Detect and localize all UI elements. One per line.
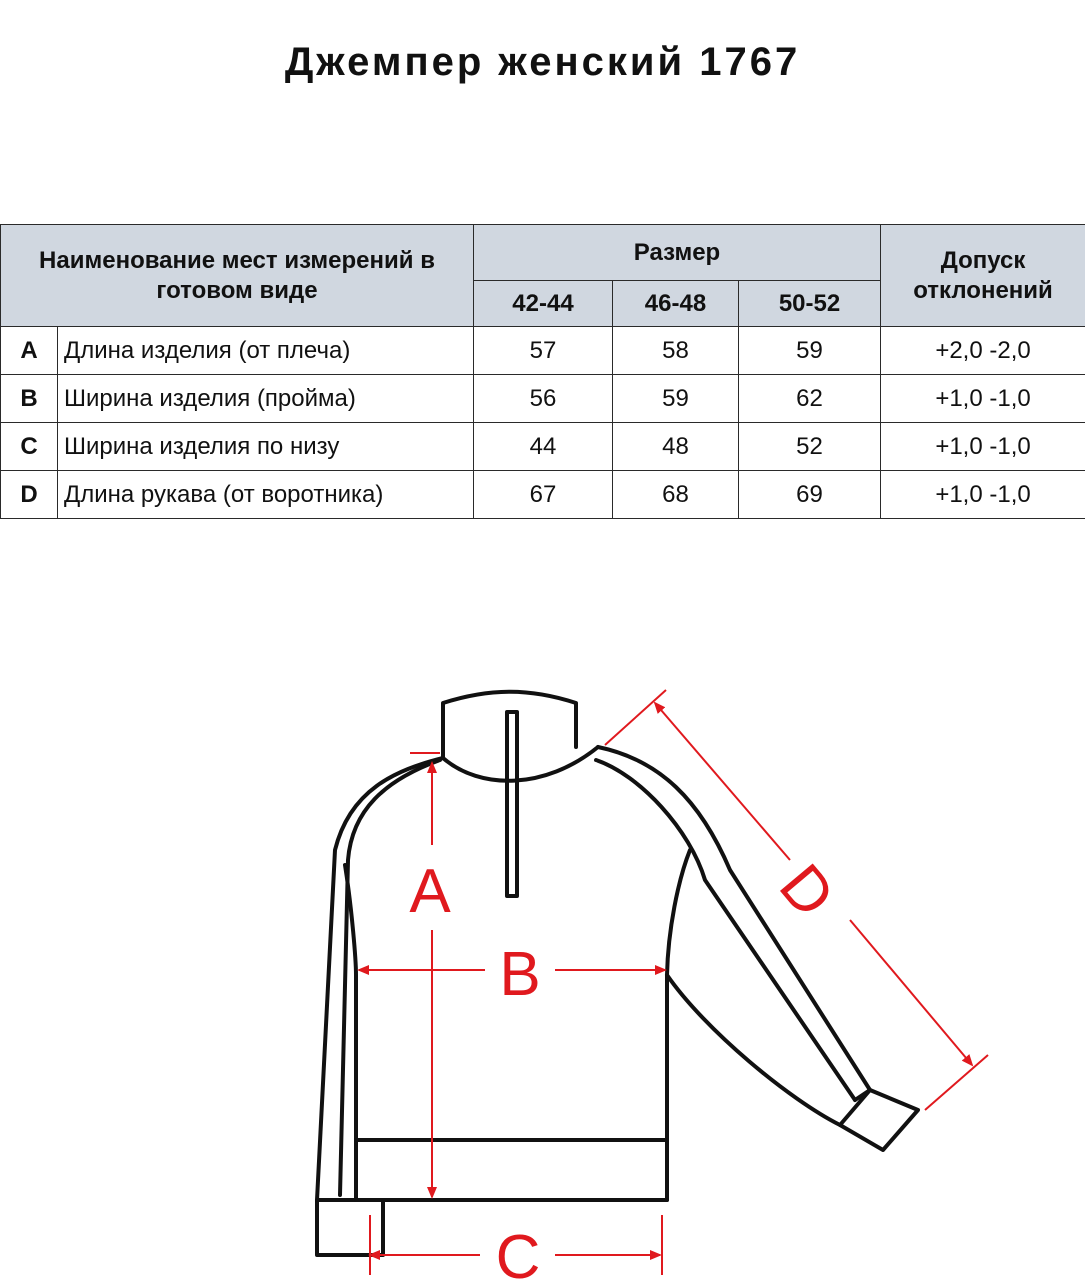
row-letter: C <box>1 423 58 471</box>
row-value: 62 <box>739 375 881 423</box>
row-value: 68 <box>613 471 739 519</box>
row-value: 58 <box>613 327 739 375</box>
row-letter: A <box>1 327 58 375</box>
table-row <box>1 423 1085 471</box>
row-tolerance: +1,0 -1,0 <box>881 471 1085 519</box>
label-b: B <box>499 940 541 1009</box>
label-d: D <box>766 851 848 931</box>
row-value: 67 <box>474 471 613 519</box>
row-tolerance: +2,0 -2,0 <box>881 327 1085 375</box>
row-name: Длина рукава (от воротника) <box>58 471 474 519</box>
row-value: 59 <box>613 375 739 423</box>
header-measurement-name: Наименование мест измерений в готовом виде <box>1 225 474 327</box>
size-col-2: 46-48 <box>613 281 739 327</box>
label-c: C <box>495 1223 541 1280</box>
row-value: 57 <box>474 327 613 375</box>
row-value: 44 <box>474 423 613 471</box>
page-title: Джемпер женский 1767 <box>284 40 801 84</box>
row-value: 48 <box>613 423 739 471</box>
row-value: 59 <box>739 327 881 375</box>
row-tolerance: +1,0 -1,0 <box>881 423 1085 471</box>
header-tolerance: Допуск отклонений <box>881 225 1085 327</box>
row-name: Ширина изделия (пройма) <box>58 375 474 423</box>
table-row <box>1 375 1085 423</box>
row-value: 56 <box>474 375 613 423</box>
jumper-outline <box>317 692 918 1255</box>
table-row <box>1 471 1085 519</box>
header-size: Размер <box>474 225 881 281</box>
label-a: A <box>409 857 451 926</box>
row-value: 52 <box>739 423 881 471</box>
row-letter: D <box>1 471 58 519</box>
table-row <box>1 327 1085 375</box>
row-letter: B <box>1 375 58 423</box>
row-name: Длина изделия (от плеча) <box>58 327 474 375</box>
row-tolerance: +1,0 -1,0 <box>881 375 1085 423</box>
row-value: 69 <box>739 471 881 519</box>
measurement-diagram <box>0 670 1085 1280</box>
size-table <box>0 224 1085 519</box>
size-col-1: 42-44 <box>474 281 613 327</box>
row-name: Ширина изделия по низу <box>58 423 474 471</box>
size-col-3: 50-52 <box>739 281 881 327</box>
